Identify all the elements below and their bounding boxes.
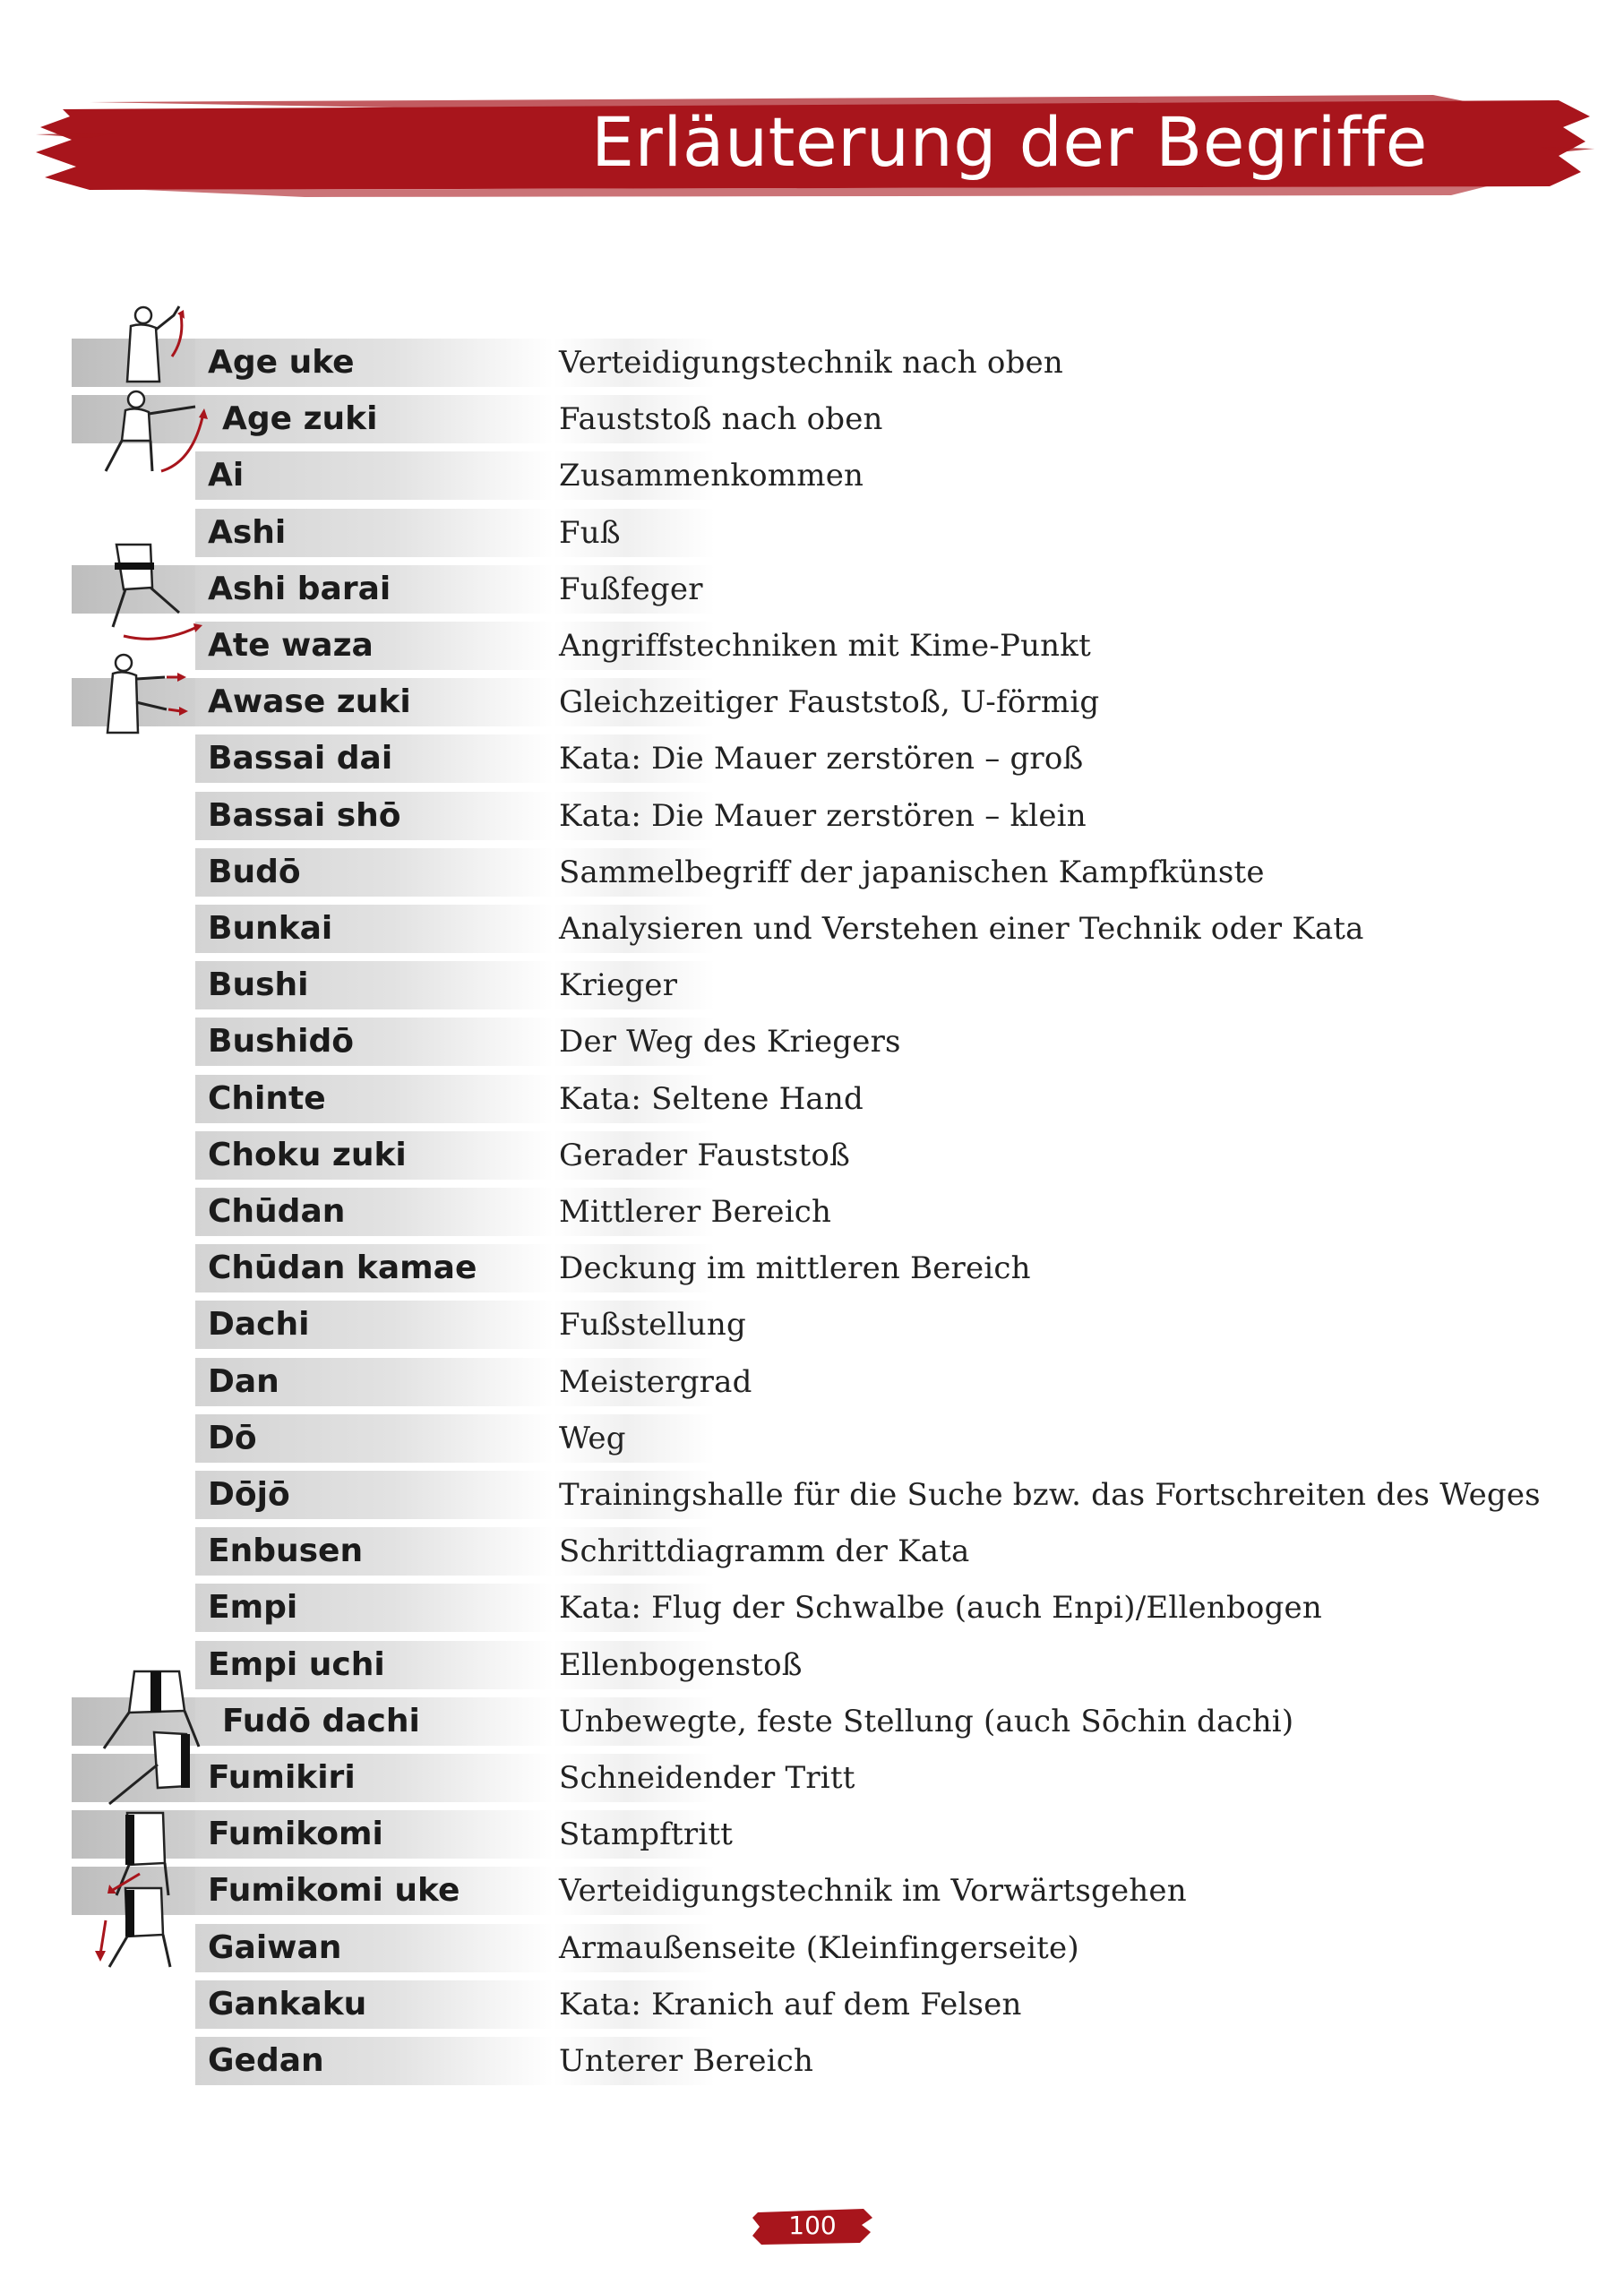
glossary-row xyxy=(0,395,1624,445)
glossary-definition: Fußstellung xyxy=(559,1307,746,1343)
glossary-row xyxy=(0,1810,1624,1860)
glossary-row xyxy=(0,1584,1624,1634)
glossary-row xyxy=(0,509,1624,559)
glossary-definition: Fußfeger xyxy=(559,571,703,607)
glossary-term: Dō xyxy=(208,1420,257,1456)
glossary-term: Gaiwan xyxy=(208,1929,342,1966)
glossary-row xyxy=(0,1980,1624,2031)
glossary-row xyxy=(0,1867,1624,1917)
glossary-term: Choku zuki xyxy=(208,1137,407,1173)
glossary-row xyxy=(0,565,1624,615)
glossary-row xyxy=(0,1018,1624,1068)
glossary-term: Dachi xyxy=(208,1306,310,1343)
glossary-row xyxy=(0,1471,1624,1521)
glossary-definition: Krieger xyxy=(559,967,678,1003)
glossary-term: Chūdan kamae xyxy=(208,1250,477,1286)
glossary-term: Bassai shō xyxy=(208,797,401,834)
glossary-definition: Trainingshalle für die Suche bzw. das Fortschreiten des Weges xyxy=(559,1477,1541,1513)
karateka-fumikiri-icon xyxy=(100,1729,199,1809)
glossary-definition: Weg xyxy=(559,1421,626,1456)
glossary-term: Fumikomi xyxy=(208,1816,383,1852)
glossary-row xyxy=(0,1527,1624,1577)
glossary-row xyxy=(0,1924,1624,1974)
glossary-row xyxy=(0,622,1624,672)
glossary-definition: Gleichzeitiger Fauststoß, U-förmig xyxy=(559,684,1100,720)
glossary-definition: Mittlerer Bereich xyxy=(559,1194,832,1230)
glossary-term: Bunkai xyxy=(208,910,333,947)
glossary-term: Awase zuki xyxy=(208,683,411,720)
glossary-row xyxy=(0,678,1624,728)
glossary-row xyxy=(0,905,1624,955)
glossary-term: Bushi xyxy=(208,966,309,1003)
glossary-term: Ashi xyxy=(208,514,287,551)
glossary-definition: Zusammenkommen xyxy=(559,458,864,494)
karateka-age-uke-icon xyxy=(97,303,204,383)
glossary-term: Empi xyxy=(208,1589,298,1626)
glossary-row xyxy=(0,1697,1624,1748)
glossary-term: Bassai dai xyxy=(208,740,393,777)
glossary-row xyxy=(0,848,1624,898)
glossary-term: Enbusen xyxy=(208,1533,364,1569)
karateka-age-zuki-icon xyxy=(99,385,215,475)
glossary-row xyxy=(0,1301,1624,1351)
glossary-definition: Kata: Die Mauer zerstören – groß xyxy=(559,741,1084,777)
glossary-definition: Ellenbogenstoß xyxy=(559,1647,803,1683)
glossary-term: Ai xyxy=(208,457,245,494)
glossary-term: Gankaku xyxy=(208,1986,367,2022)
glossary-row xyxy=(0,961,1624,1011)
glossary-definition: Unterer Bereich xyxy=(559,2043,814,2079)
glossary-term: Chinte xyxy=(208,1080,326,1117)
glossary-definition: Fuß xyxy=(559,515,621,551)
glossary-row xyxy=(0,1641,1624,1691)
glossary-term: Age uke xyxy=(208,344,355,381)
glossary-definition: Schrittdiagramm der Kata xyxy=(559,1533,970,1569)
glossary-term: Bushidō xyxy=(208,1023,354,1060)
glossary-row xyxy=(0,792,1624,842)
karateka-fumikomi-uke-icon xyxy=(90,1885,188,1971)
glossary-term: Chūdan xyxy=(208,1193,346,1230)
glossary-row xyxy=(0,339,1624,389)
glossary-definition: Verteidigungstechnik im Vorwärtsgehen xyxy=(559,1873,1187,1909)
glossary-row xyxy=(0,1075,1624,1125)
glossary-term: Budō xyxy=(208,854,301,890)
glossary-term: Dan xyxy=(208,1363,279,1400)
glossary-definition: Gerader Fauststoß xyxy=(559,1138,851,1173)
glossary-definition: Meistergrad xyxy=(559,1364,752,1400)
glossary-row xyxy=(0,1131,1624,1181)
glossary-definition: Kata: Die Mauer zerstören – klein xyxy=(559,798,1087,834)
glossary-row xyxy=(0,1358,1624,1408)
term-bar xyxy=(195,451,554,500)
glossary-term: Dōjō xyxy=(208,1476,290,1513)
glossary-definition: Fauststoß nach oben xyxy=(559,401,883,437)
glossary-definition: Analysieren und Verstehen einer Technik oder Kata xyxy=(559,911,1364,947)
glossary-definition: Angriffstechniken mit Kime-Punkt xyxy=(559,628,1091,664)
glossary-row xyxy=(0,2037,1624,2087)
page-number-badge xyxy=(752,2205,872,2246)
glossary-term: Fumikomi uke xyxy=(208,1872,460,1909)
glossary-term: Gedan xyxy=(208,2042,324,2079)
glossary-definition: Stampftritt xyxy=(559,1816,734,1852)
glossary-definition: Deckung im mittleren Bereich xyxy=(559,1250,1031,1286)
glossary-term: Ashi barai xyxy=(208,571,391,607)
karateka-ashi-barai-icon xyxy=(97,537,204,645)
glossary-definition: Unbewegte, feste Stellung (auch Sōchin dachi) xyxy=(559,1704,1294,1739)
glossary-definition: Kata: Seltene Hand xyxy=(559,1081,864,1117)
glossary-row xyxy=(0,451,1624,502)
glossary-term: Fumikiri xyxy=(208,1759,356,1796)
page-title: Erläuterung der Begriffe xyxy=(591,102,1428,182)
glossary-row xyxy=(0,1188,1624,1238)
title-banner xyxy=(36,90,1594,197)
glossary-definition: Armaußenseite (Kleinfingerseite) xyxy=(559,1930,1079,1966)
glossary-term: Age zuki xyxy=(222,400,378,437)
glossary-definition: Der Weg des Kriegers xyxy=(559,1024,901,1060)
glossary-definition: Verteidigungstechnik nach oben xyxy=(559,345,1063,381)
glossary-row xyxy=(0,1414,1624,1464)
glossary-row xyxy=(0,734,1624,785)
glossary-term: Empi uchi xyxy=(208,1646,385,1683)
glossary-definition: Kata: Kranich auf dem Felsen xyxy=(559,1987,1022,2022)
glossary-row xyxy=(0,1754,1624,1804)
glossary-term: Fudō dachi xyxy=(222,1703,420,1739)
glossary-definition: Kata: Flug der Schwalbe (auch Enpi)/Ellenbogen xyxy=(559,1590,1322,1626)
page-number: 100 xyxy=(788,2211,837,2240)
karateka-awase-zuki-icon xyxy=(100,650,190,740)
glossary-term: Ate waza xyxy=(208,627,374,664)
glossary-definition: Schneidender Tritt xyxy=(559,1760,855,1796)
glossary-definition: Sammelbegriff der japanischen Kampfkünste xyxy=(559,855,1265,890)
glossary-row xyxy=(0,1244,1624,1294)
